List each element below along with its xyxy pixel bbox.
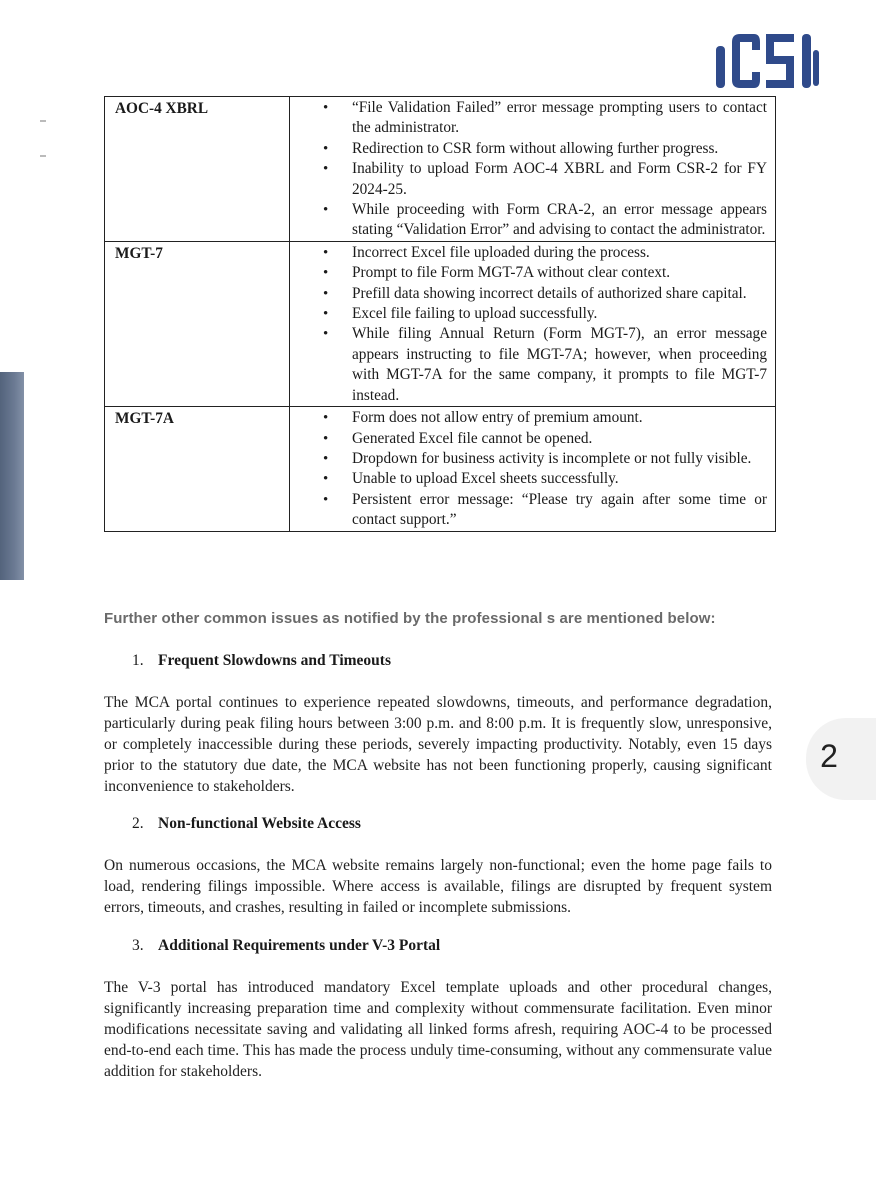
- icsi-logo: [714, 30, 820, 90]
- section-body: On numerous occasions, the MCA website remains largely non-functional; even the home page fails to load, rendering filings impossible. Where access is available, filings are disrupted by frequent system errors, timeouts, and crashes, resulting in failed or incomplete submissions.: [104, 857, 772, 916]
- list-item: • Inability to upload Form AOC-4 XBRL and Form CSR-2 for FY 2024-25.: [290, 159, 767, 200]
- list-item: • Incorrect Excel file uploaded during the process.: [290, 243, 767, 263]
- list-item: • Unable to upload Excel sheets successfully.: [290, 469, 767, 489]
- form-name-cell: MGT-7A: [105, 407, 290, 531]
- scan-mark: [40, 120, 46, 122]
- issues-table: [104, 96, 776, 532]
- section-number: 2.: [132, 815, 144, 832]
- list-item: • While proceeding with Form CRA-2, an error message appears stating “Validation Error” and advising to contact the administrator.: [290, 200, 767, 241]
- list-item: • “File Validation Failed” error message prompting users to contact the administrator.: [290, 98, 767, 139]
- section-number: 1.: [132, 652, 144, 669]
- section-body: The MCA portal continues to experience repeated slowdowns, timeouts, and performance degradation, particularly during peak filing hours between 3:00 p.m. and 8:00 p.m. It is frequently slow, unresponsive, or completely inaccessible during these periods, severely impacting productivity. Notably, even 15 days prior to the statutory due date, the MCA website has not been functioning properly, causing significant inconvenience to stakeholders.: [104, 694, 772, 795]
- list-item: • While filing Annual Return (Form MGT-7), an error message appears instructing to file MGT-7A; however, when proceeding with MGT-7A for the same company, it prompts to file MGT-7 instead.: [290, 324, 767, 406]
- issue-list: [290, 407, 767, 530]
- table-row: [105, 407, 776, 531]
- list-item: • Persistent error message: “Please try again after some time or contact support.”: [290, 490, 767, 531]
- issue-list: [290, 97, 767, 241]
- section-title: Frequent Slowdowns and Timeouts: [158, 652, 391, 669]
- section-heading: [132, 815, 361, 833]
- table-row: [105, 241, 776, 406]
- form-name-cell: AOC-4 XBRL: [105, 97, 290, 242]
- section-title: Additional Requirements under V-3 Portal: [158, 937, 441, 954]
- list-item: • Excel file failing to upload successfully.: [290, 304, 767, 324]
- list-item: • Form does not allow entry of premium amount.: [290, 408, 767, 428]
- list-item: • Generated Excel file cannot be opened.: [290, 429, 767, 449]
- list-item: • Dropdown for business activity is incomplete or not fully visible.: [290, 449, 767, 469]
- table-row: [105, 97, 776, 242]
- list-item: • Prompt to file Form MGT-7A without clear context.: [290, 263, 767, 283]
- list-item: • Redirection to CSR form without allowing further progress.: [290, 139, 767, 159]
- page-number: 2: [820, 738, 838, 774]
- issues-cell: [290, 97, 776, 242]
- scan-mark: [40, 155, 46, 157]
- section-heading: [132, 937, 440, 955]
- list-item: • Prefill data showing incorrect details of authorized share capital.: [290, 284, 767, 304]
- section-heading: [132, 652, 391, 670]
- issue-list: [290, 242, 767, 406]
- common-issues-intro: Further other common issues as notified by the professional s are mentioned below:: [104, 610, 716, 627]
- issues-cell: [290, 241, 776, 406]
- section-title: Non-functional Website Access: [158, 815, 361, 832]
- form-name-cell: MGT-7: [105, 241, 290, 406]
- section-body: The V-3 portal has introduced mandatory Excel template uploads and other procedural changes, significantly increasing preparation time and complexity without commensurate facilitation. Even minor modifications necessitate saving and validating all linked forms afresh, requiring AOC-4 to be processed end-to-end each time. This has made the process unduly time-consuming, without any commensurate value addition for stakeholders.: [104, 979, 772, 1080]
- issues-cell: [290, 407, 776, 531]
- scan-edge-strip: [0, 372, 24, 580]
- section-number: 3.: [132, 937, 144, 954]
